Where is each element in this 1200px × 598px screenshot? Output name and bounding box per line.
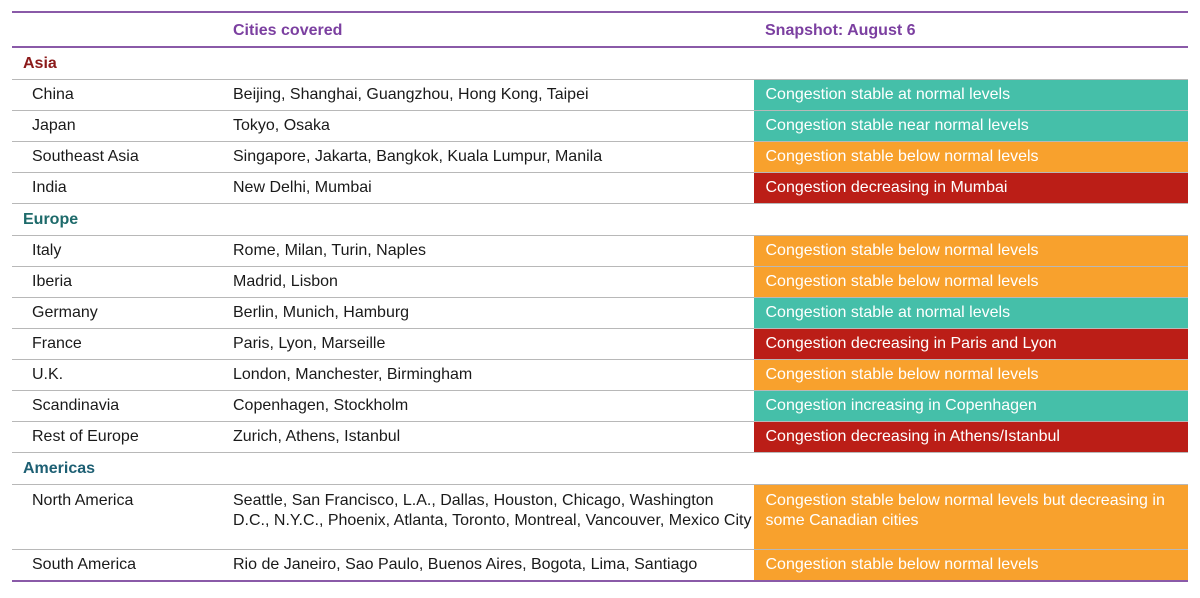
cities-cell: Seattle, San Francisco, L.A., Dallas, Houston, Chicago, Washington D.C., N.Y.C., Phoenix, Atlanta, Toronto, Montreal, Vancouver, Mexico City — [221, 485, 753, 550]
region-cell: Scandinavia — [12, 391, 221, 422]
section-heading-americas: Americas — [12, 453, 1188, 485]
section-heading-europe: Europe — [12, 204, 1188, 236]
header-region — [12, 12, 221, 47]
region-cell: China — [12, 80, 221, 111]
status-cell: Congestion stable below normal levels but decreasing in some Canadian cities — [753, 485, 1188, 550]
status-cell: Congestion decreasing in Paris and Lyon — [753, 329, 1188, 360]
table-row — [12, 485, 1188, 550]
header-cities-covered: Cities covered — [221, 12, 753, 47]
region-cell: France — [12, 329, 221, 360]
table-row — [12, 267, 1188, 298]
status-cell: Congestion increasing in Copenhagen — [753, 391, 1188, 422]
status-cell: Congestion decreasing in Athens/Istanbul — [753, 422, 1188, 453]
section-row-europe — [12, 204, 1188, 236]
table-row — [12, 236, 1188, 267]
status-cell: Congestion stable below normal levels — [753, 550, 1188, 582]
cities-cell: London, Manchester, Birmingham — [221, 360, 753, 391]
region-cell: South America — [12, 550, 221, 582]
congestion-table — [12, 11, 1188, 582]
region-cell: India — [12, 173, 221, 204]
cities-cell: Beijing, Shanghai, Guangzhou, Hong Kong, Taipei — [221, 80, 753, 111]
section-heading-asia: Asia — [12, 47, 1188, 80]
cities-cell: Copenhagen, Stockholm — [221, 391, 753, 422]
cities-cell: Madrid, Lisbon — [221, 267, 753, 298]
table-row — [12, 422, 1188, 453]
congestion-table-container — [12, 11, 1188, 582]
section-row-americas — [12, 453, 1188, 485]
cities-cell: Paris, Lyon, Marseille — [221, 329, 753, 360]
cities-cell: Rome, Milan, Turin, Naples — [221, 236, 753, 267]
status-cell: Congestion stable at normal levels — [753, 80, 1188, 111]
region-cell: Rest of Europe — [12, 422, 221, 453]
status-cell: Congestion decreasing in Mumbai — [753, 173, 1188, 204]
header-snapshot-date: Snapshot: August 6 — [753, 12, 1188, 47]
region-cell: Germany — [12, 298, 221, 329]
section-row-asia — [12, 47, 1188, 80]
cities-cell: New Delhi, Mumbai — [221, 173, 753, 204]
table-row — [12, 391, 1188, 422]
table-row — [12, 173, 1188, 204]
cities-cell: Rio de Janeiro, Sao Paulo, Buenos Aires, Bogota, Lima, Santiago — [221, 550, 753, 582]
cities-cell: Tokyo, Osaka — [221, 111, 753, 142]
cities-cell: Zurich, Athens, Istanbul — [221, 422, 753, 453]
table-row — [12, 80, 1188, 111]
status-cell: Congestion stable near normal levels — [753, 111, 1188, 142]
status-cell: Congestion stable below normal levels — [753, 267, 1188, 298]
status-cell: Congestion stable below normal levels — [753, 360, 1188, 391]
region-cell: U.K. — [12, 360, 221, 391]
status-cell: Congestion stable below normal levels — [753, 142, 1188, 173]
region-cell: Japan — [12, 111, 221, 142]
region-cell: North America — [12, 485, 221, 550]
table-row — [12, 298, 1188, 329]
region-cell: Italy — [12, 236, 221, 267]
region-cell: Southeast Asia — [12, 142, 221, 173]
region-cell: Iberia — [12, 267, 221, 298]
status-cell: Congestion stable at normal levels — [753, 298, 1188, 329]
table-row — [12, 360, 1188, 391]
status-cell: Congestion stable below normal levels — [753, 236, 1188, 267]
table-row — [12, 550, 1188, 582]
cities-cell: Singapore, Jakarta, Bangkok, Kuala Lumpur, Manila — [221, 142, 753, 173]
table-header-row — [12, 12, 1188, 47]
cities-cell: Berlin, Munich, Hamburg — [221, 298, 753, 329]
table-row — [12, 142, 1188, 173]
table-row — [12, 111, 1188, 142]
table-row — [12, 329, 1188, 360]
